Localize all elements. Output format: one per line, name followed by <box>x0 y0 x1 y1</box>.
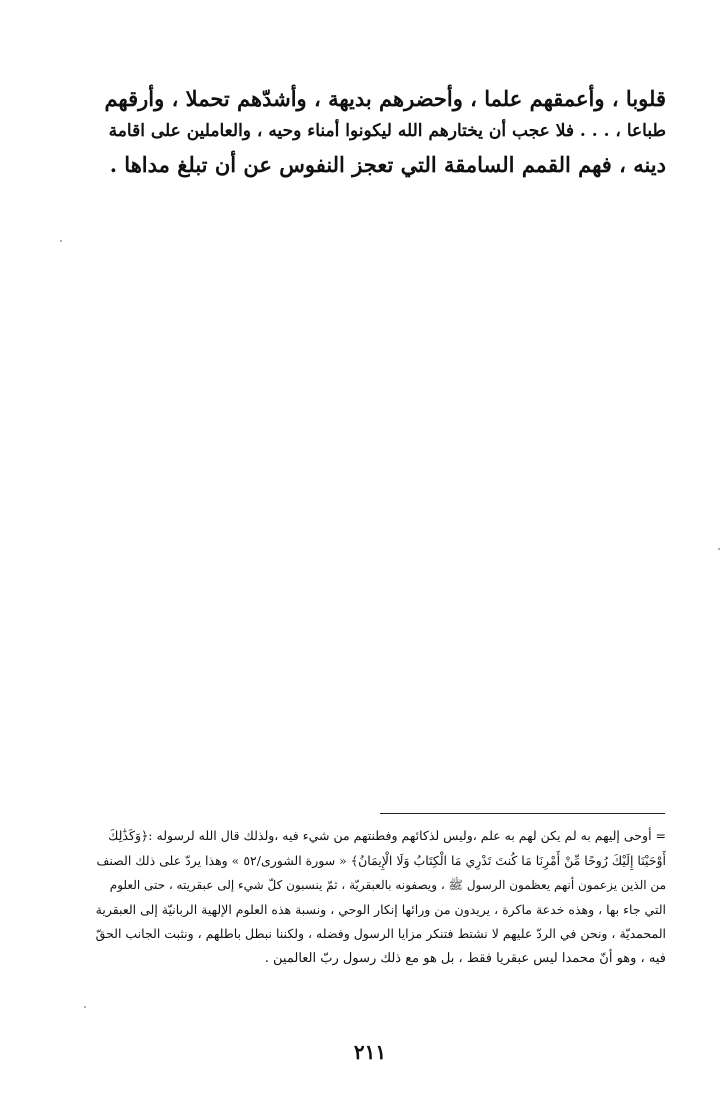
page-number: ٢١١ <box>353 1040 387 1064</box>
footnote-separator <box>380 813 665 814</box>
scan-speck <box>60 240 62 242</box>
footnote-line-1: = أوحى إليهم به لم يكن لهم به علم ،وليس لذكائهم وفطنتهم من شيء فيه ،ولذلك قال الله لرسوله :﴿وَكَذَٰلِكَ <box>108 828 666 843</box>
body-line-3: دينه ، فهم القمم السامقة التي تعجز النفوس عن أن تبلغ مداها . <box>109 152 666 177</box>
body-line-1: قلوبا ، وأعمقهم علما ، وأحضرهم بديهة ، وأشدّهم تحملا ، وأرقهم <box>104 86 666 111</box>
footnote-line-5: المحمديّة ، ونحن في الردّ عليهم لا نشتط فتنكر مزايا الرسول وفضله ، ولكننا نبطل باطلهم ، ونثبت الجانب الحقّ <box>96 926 666 941</box>
footnote-block <box>96 824 666 971</box>
body-line-2: طباعا ، . . . فلا عجب أن يختارهم الله ليكونوا أمناء وحيه ، والعاملين على اقامة <box>108 121 666 141</box>
footnote-line-4: التي جاء بها ، وهذه خدعة ماكرة ، يريدون من ورائها إنكار الوحي ، ونسبة هذه العلوم الإلهية الربانيّة إلى العبقرية <box>96 901 666 917</box>
footnote-line-6: فيه ، وهو أنّ محمدا ليس عبقريا فقط ، بل هو مع ذلك رسول ربّ العالمين . <box>264 950 666 966</box>
footnote-line-2: أَوْحَيْنَا إِلَيْكَ رُوحًا مِّنْ أَمْرِنَا مَا كُنتَ تَدْرِي مَا الْكِتَابُ وَلَا الْإِيمَانُ﴾ « سورة الشورى/٥٢ » وهذا يردّ على ذلك الصنف <box>96 852 666 868</box>
scan-speck <box>84 1006 86 1008</box>
body-paragraph <box>100 82 666 181</box>
footnote-line-3: من الذين يزعمون أنهم يعظمون الرسول ﷺ ، ويصفونه بالعبقريّة ، ثمّ ينسبون كلّ شيء إلى عبقريته ، حتى العلوم <box>109 878 666 892</box>
scan-speck <box>718 548 720 550</box>
